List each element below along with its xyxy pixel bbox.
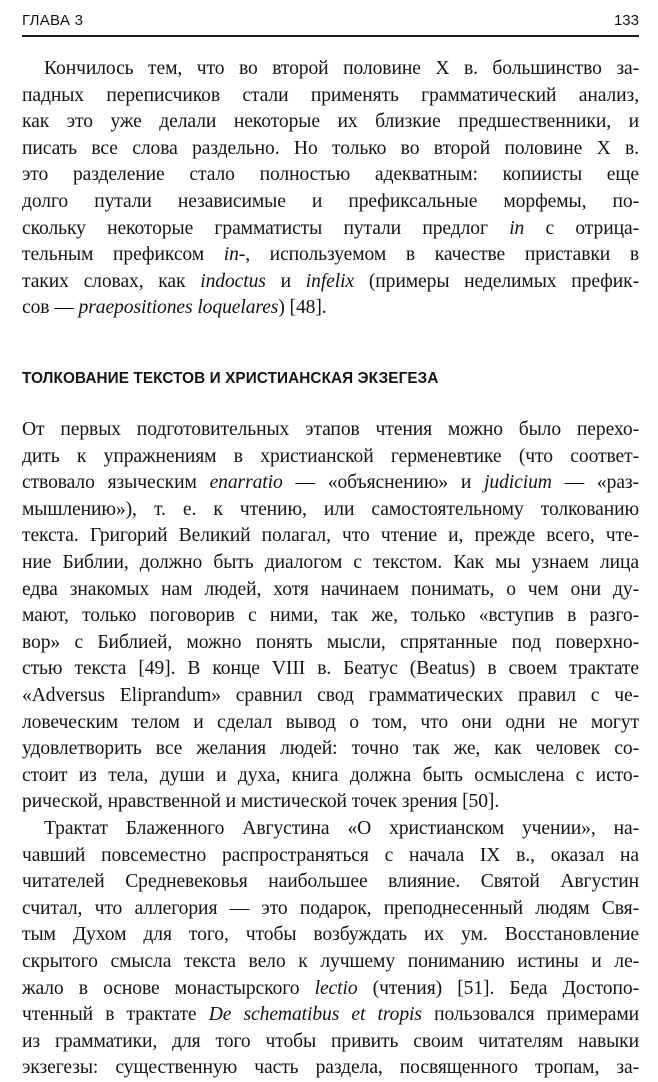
text-line	[22, 470, 639, 497]
text-line	[22, 763, 639, 790]
paragraph-2	[22, 417, 639, 816]
text-line	[22, 1055, 639, 1082]
page-number: 133	[613, 12, 639, 29]
text-run: рической, нравственной и мистической точек зрения [50].	[22, 791, 500, 813]
chapter-label: ГЛАВА 3	[22, 12, 84, 29]
text-line	[22, 896, 639, 923]
text-run: как это уже делали некоторые их близкие предшественники, и	[22, 111, 639, 133]
text-line	[22, 577, 639, 604]
text-run: и	[265, 270, 306, 292]
text-line	[22, 1002, 639, 1029]
text-line	[22, 56, 639, 83]
text-run: сов —	[22, 297, 79, 319]
text-run: (примеры неделимых префик-	[354, 270, 640, 292]
text-run: скрытого смысла текста вело к лучшему пониманию истины и ле-	[22, 950, 639, 972]
text-run: От первых подготовительных этапов чтения можно было перехо-	[22, 419, 639, 440]
text-line	[22, 976, 639, 1003]
text-line	[22, 683, 639, 710]
text-line	[22, 417, 639, 444]
text-run: таких словах, как	[22, 270, 201, 292]
text-run: Трактат Блаженного Августина «О христианском учении», на-	[44, 818, 639, 839]
text-run: ние Библии, должно быть диалогом с текстом. Как мы узнаем лица	[22, 551, 639, 573]
text-run: тым Духом для того, чтобы возбуждать их ум. Восстановление	[22, 924, 639, 946]
text-line	[22, 136, 639, 163]
text-run: — «раз-	[551, 472, 639, 494]
text-run: жало в основе монастырского	[22, 977, 315, 999]
text-run: из грамматики, для того чтобы привить своим читателям навыки	[22, 1030, 639, 1052]
text-line	[22, 843, 639, 870]
text-run: падных переписчиков стали применять грамматический анализ,	[22, 84, 639, 106]
text-run: стью текста [49]. В конце VIII в. Беатус (Beatus) в своем трактате	[22, 658, 639, 680]
text-line	[22, 189, 639, 216]
header-rule	[22, 35, 639, 37]
text-line	[22, 710, 639, 737]
text-run: пользовался примерами	[421, 1004, 640, 1026]
text-run: чавший повсеместно распространяться с начала IX в., оказал на	[22, 844, 639, 866]
text-line	[22, 736, 639, 763]
text-run: мают, только поговорив с ними, так же, только «вступив в разго-	[22, 605, 639, 627]
italic-term: De schematibus et tropis	[208, 1004, 422, 1026]
italic-term: in	[509, 217, 525, 239]
text-line	[22, 242, 639, 269]
text-run: ловеческим телом и сделал вывод о том, что они одни не могут	[22, 711, 639, 733]
italic-term: enarratio	[209, 472, 283, 494]
text-run: стоит из тела, души и духа, книга должна быть осмыслена с исто-	[22, 764, 639, 786]
text-line	[22, 523, 639, 550]
text-run: читателей Средневековья наибольшее влияние. Святой Августин	[22, 871, 639, 893]
text-run: скольку некоторые грамматисты путали предлог	[22, 217, 510, 239]
paragraph-1	[22, 56, 639, 322]
text-run: дить к упражнениям в христианской герменевтике (что соответ-	[22, 445, 639, 467]
paragraph-3	[22, 816, 639, 1082]
text-line	[22, 295, 639, 322]
text-run: мышлению»), т. е. к чтению, или самостоятельному толкованию	[22, 498, 639, 520]
text-run: с отрица-	[524, 217, 639, 239]
text-run: , используемом в качестве приставки в	[245, 244, 639, 266]
text-line	[22, 656, 639, 683]
text-line	[22, 497, 639, 524]
text-run: считал, что аллегория — это подарок, преподнесенный людям Свя-	[22, 897, 639, 919]
text-line	[22, 550, 639, 577]
text-run: «Adversus Eliprandum» сравнил свод грамматических правил с че-	[22, 684, 639, 706]
text-line	[22, 630, 639, 657]
italic-term: in-	[223, 244, 246, 266]
text-line	[22, 269, 639, 296]
italic-term: infelix	[305, 270, 355, 292]
text-run: экзегезы: существенную часть раздела, посвященного тропам, за-	[22, 1057, 639, 1079]
text-run: (чтения) [51]. Беда Достопо-	[357, 977, 640, 999]
text-run: Кончилось тем, что во второй половине X в. большинство за-	[44, 58, 639, 79]
text-run: ствовало языческим	[22, 472, 210, 494]
running-header	[22, 10, 639, 34]
italic-term: judicium	[484, 472, 552, 494]
text-run: долго путали независимые и префиксальные морфемы, по-	[22, 190, 639, 212]
text-run: это разделение стало полностью адекватным: копиисты еще	[22, 164, 639, 186]
text-run: писать все слова раздельно. Но только во второй половине X в.	[22, 137, 639, 159]
text-run: вор» с Библией, можно понять мысли, спрятанные под поверхно-	[22, 631, 639, 653]
text-run: тельным префиксом	[22, 244, 224, 266]
text-line	[22, 216, 639, 243]
text-run: текста. Григорий Великий полагал, что чтение и, прежде всего, чте-	[22, 525, 639, 547]
section-heading: ТОЛКОВАНИЕ ТЕКСТОВ И ХРИСТИАНСКАЯ ЭКЗЕГЕЗА	[22, 370, 439, 387]
text-line	[22, 789, 639, 816]
text-run: едва знакомых нам людей, хотя начинаем понимать, о чем они ду-	[22, 578, 639, 600]
text-line	[22, 816, 639, 843]
text-line	[22, 1029, 639, 1056]
text-line	[22, 922, 639, 949]
italic-term: lectio	[314, 977, 358, 999]
text-line	[22, 109, 639, 136]
text-run: удовлетворить все желания людей: точно так же, как человек со-	[22, 738, 639, 760]
text-line	[22, 162, 639, 189]
text-line	[22, 83, 639, 110]
text-line	[22, 869, 639, 896]
text-line	[22, 603, 639, 630]
text-run: ) [48].	[278, 297, 327, 319]
text-line	[22, 949, 639, 976]
text-line	[22, 444, 639, 471]
text-run: — «объяснению» и	[282, 472, 485, 494]
italic-term: indoctus	[200, 270, 266, 292]
italic-term: praepositiones loquelares	[78, 297, 279, 319]
text-run: чтенный в трактате	[22, 1004, 209, 1026]
